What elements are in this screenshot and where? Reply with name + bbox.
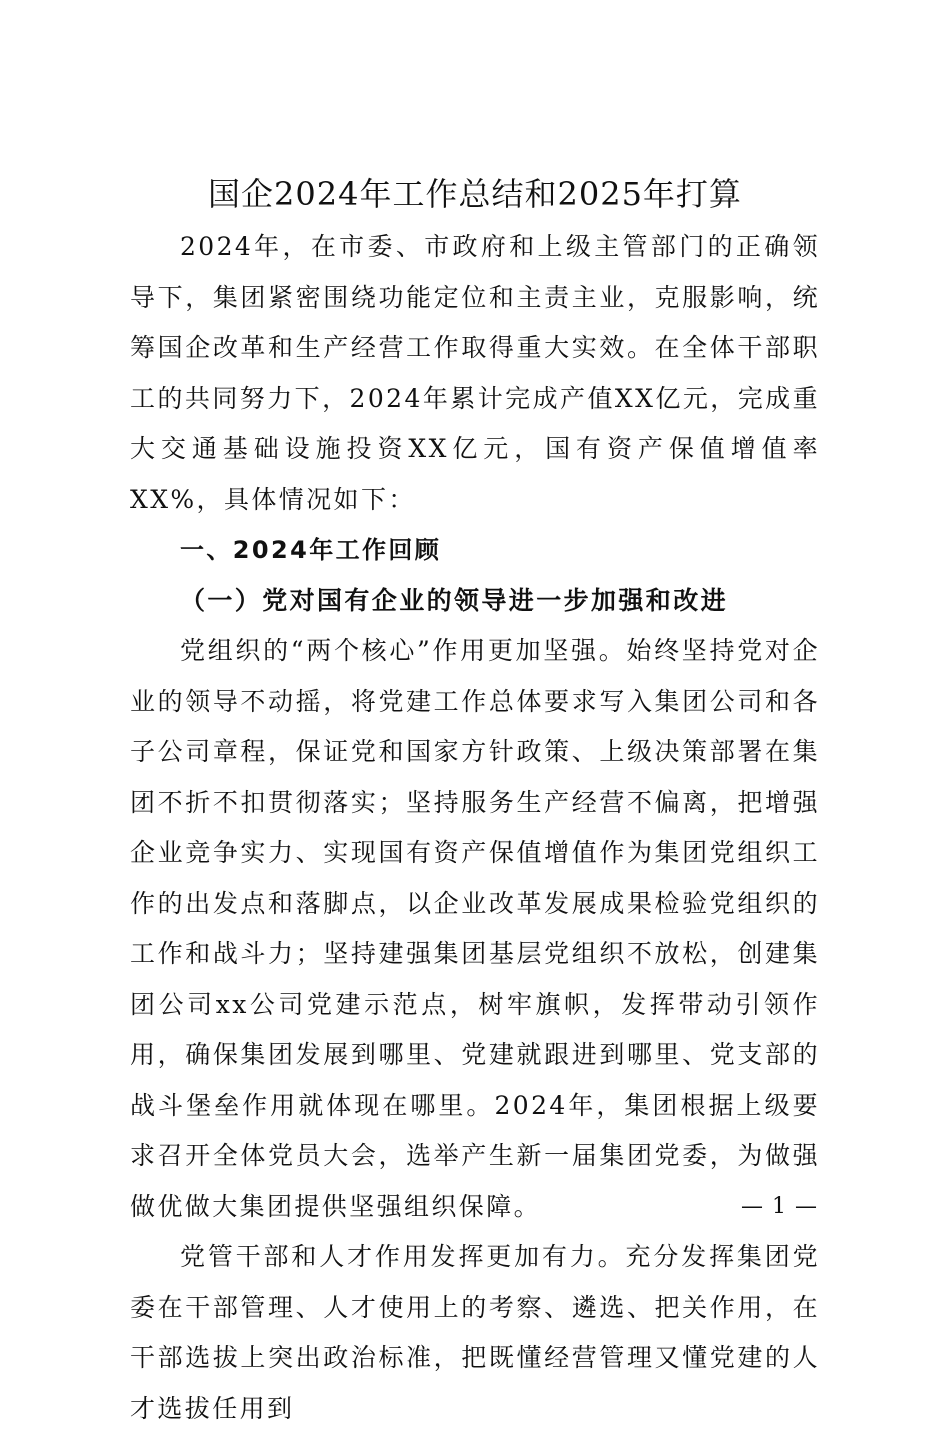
body-paragraph-2: 党管干部和人才作用发挥更加有力。充分发挥集团党委在干部管理、人才使用上的考察、遴选、把关作用，在干部选拔上突出政治标准，把既懂经营管理又懂党建的人才选拔任用到 (130, 1242, 820, 1423)
subsection-heading: （一）党对国有企业的领导进一步加强和改进 (180, 585, 729, 615)
document-title: 国企2024年工作总结和2025年打算 (208, 175, 742, 213)
document-body (130, 222, 820, 1434)
page-number: — 1 — (741, 1194, 818, 1219)
section-heading: 一、2024年工作回顾 (180, 536, 442, 564)
body-paragraph-1: 党组织的“两个核心”作用更加坚强。始终坚持党对企业的领导不动摇，将党建工作总体要求写入集团公司和各子公司章程，保证党和国家方针政策、上级决策部署在集团不折不扣贯彻落实；坚持服务生产经营不偏离，把增强企业竞争实力、实现国有资产保值增值作为集团党组织工作的出发点和落脚点，以企业改革发展成果检验党组织的工作和战斗力；坚持建强集团基层党组织不放松，创建集团公司xx公司党建示范点，树牢旗帜，发挥带动引领作用，确保集团发展到哪里、党建就跟进到哪里、党支部的战斗堡垒作用就体现在哪里。2024年，集团根据上级要求召开全体党员大会，选举产生新一届集团党委，为做强做优做大集团提供坚强组织保障。 (130, 636, 820, 1221)
intro-paragraph: 2024年，在市委、市政府和上级主管部门的正确领导下，集团紧密围绕功能定位和主责主业，克服影响，统筹国企改革和生产经营工作取得重大实效。在全体干部职工的共同努力下，2024年累计完成产值XX亿元，完成重大交通基础设施投资XX亿元，国有资产保值增值率XX%，具体情况如下： (130, 232, 820, 514)
